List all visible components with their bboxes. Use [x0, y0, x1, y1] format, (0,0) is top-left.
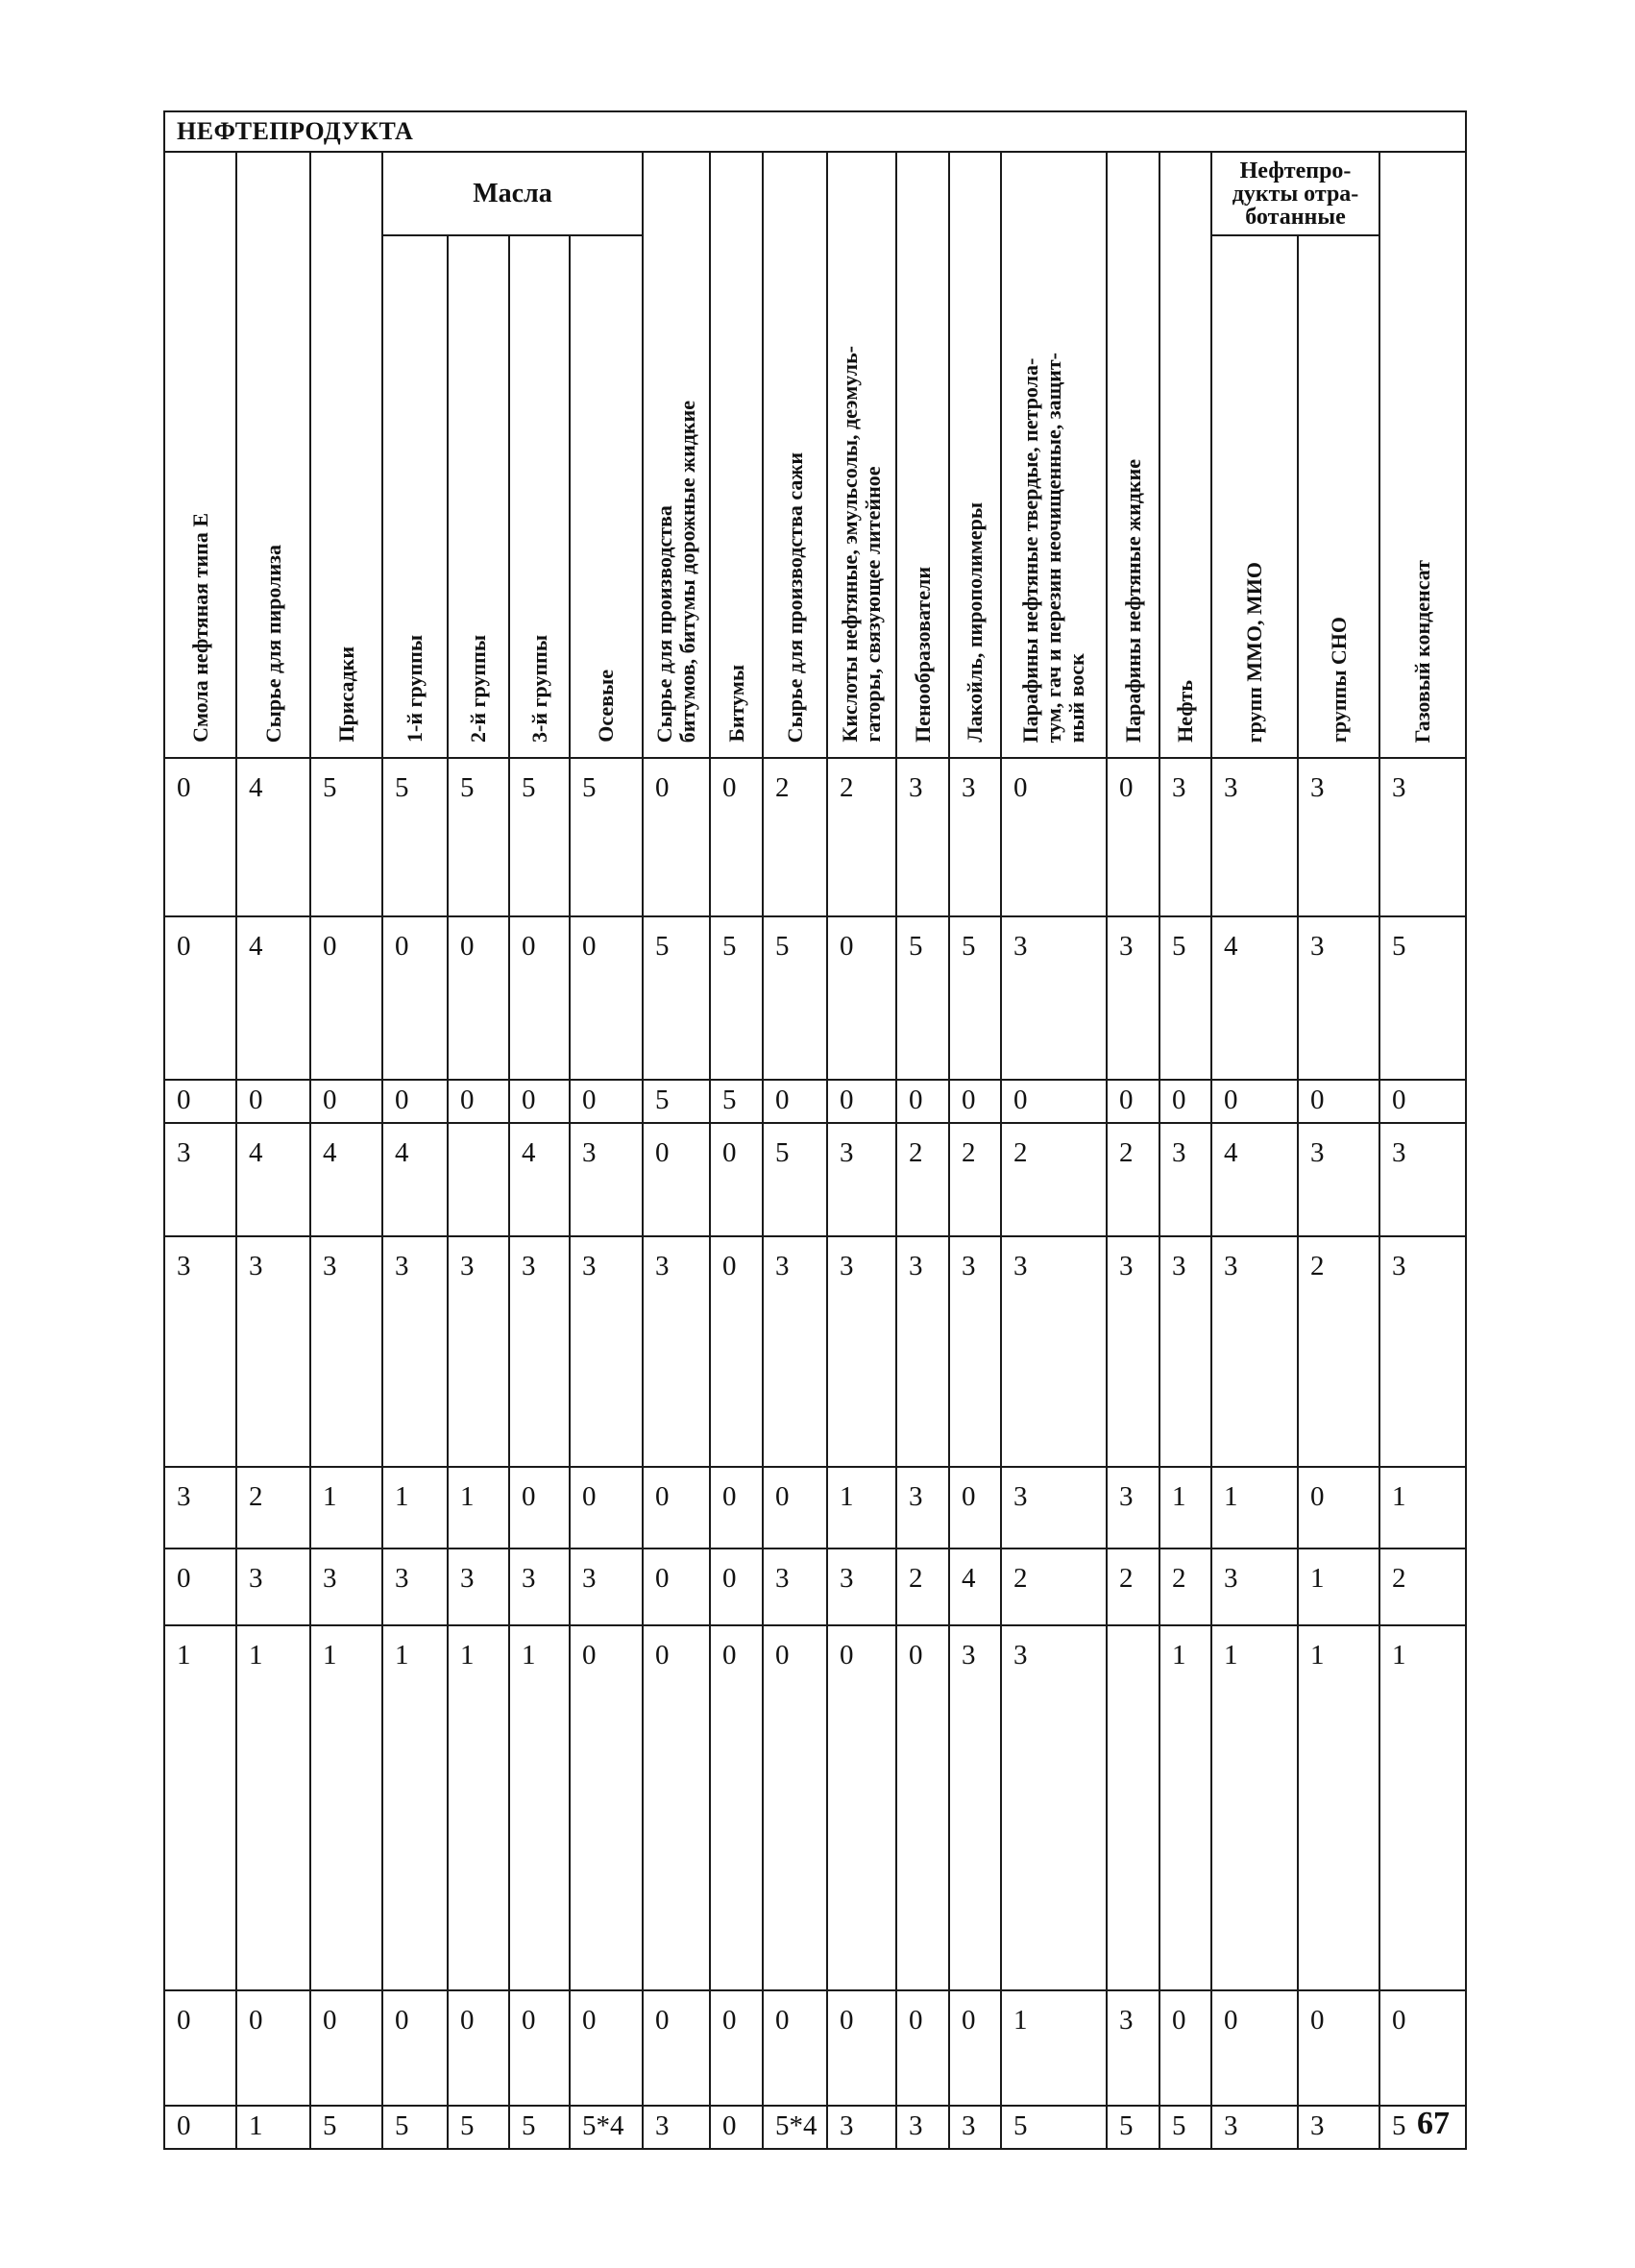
page-number: 67: [1417, 2106, 1450, 2141]
table-cell: 0: [509, 916, 570, 1080]
table-cell: 3: [382, 1236, 448, 1467]
table-cell: 3: [1211, 758, 1298, 916]
table-cell: 3: [1211, 1549, 1298, 1625]
table-cell: 0: [1001, 758, 1107, 916]
table-cell: 3: [1107, 1236, 1159, 1467]
column-header-label: Парафины нефтяные жидкие: [1120, 459, 1145, 743]
table-cell: 2: [236, 1467, 310, 1549]
table-cell: 3: [1107, 916, 1159, 1080]
table-cell: 0: [509, 1080, 570, 1123]
column-header-label: Нефть: [1173, 680, 1197, 743]
table-cell: 1: [1159, 1625, 1211, 1990]
column-header: [164, 152, 236, 758]
table-cell: 0: [448, 1080, 509, 1123]
table-cell: 3: [949, 1236, 1001, 1467]
table-cell: 0: [710, 1236, 763, 1467]
table-cell: 0: [827, 916, 896, 1080]
table-cell: 3: [310, 1236, 382, 1467]
table-title: НЕФТЕПРОДУКТА: [164, 111, 1466, 152]
table-cell: 1: [310, 1625, 382, 1990]
column-header: [643, 152, 710, 758]
table-cell: 3: [236, 1549, 310, 1625]
table-cell: 2: [1001, 1123, 1107, 1236]
table-cell: 0: [1001, 1080, 1107, 1123]
table-cell: 2: [827, 758, 896, 916]
table-cell: 0: [570, 1467, 643, 1549]
table-cell: 5: [710, 1080, 763, 1123]
table-cell: 3: [1001, 916, 1107, 1080]
table-cell: 0: [896, 1080, 949, 1123]
table-cell: 0: [382, 916, 448, 1080]
table-cell: 0: [1107, 758, 1159, 916]
table-cell: 3: [310, 1549, 382, 1625]
table-cell: 4: [382, 1123, 448, 1236]
table-cell: 0: [448, 916, 509, 1080]
table-cell: 0: [949, 1990, 1001, 2106]
table-cell: 3: [1298, 916, 1379, 1080]
table-cell: 3: [949, 1625, 1001, 1990]
table-cell: 0: [710, 1990, 763, 2106]
column-header-label: Кислоты нефтяные, эмульсолы, деэмуль- гаторы, связующее литейное: [838, 346, 885, 743]
table-cell: 3: [1298, 2106, 1379, 2149]
table-cell: 0: [1211, 1080, 1298, 1123]
table-cell: 3: [1211, 1236, 1298, 1467]
column-subheader: [1211, 235, 1298, 758]
table-cell: 1: [1379, 1467, 1466, 1549]
column-header-label: Битумы: [723, 665, 748, 743]
table-cell: 2: [1159, 1549, 1211, 1625]
table-cell: 0: [1379, 1080, 1466, 1123]
column-header: [1159, 152, 1211, 758]
column-header-label: Смола нефтяная типа Е: [187, 513, 212, 743]
table-cell: 0: [1107, 1080, 1159, 1123]
table-cell: 3: [1107, 1467, 1159, 1549]
table-cell: 2: [896, 1549, 949, 1625]
table-cell: 3: [1298, 1123, 1379, 1236]
table-cell: 5: [763, 1123, 827, 1236]
table-cell: 3: [509, 1236, 570, 1467]
table-cell: 5: [1159, 916, 1211, 1080]
table-cell: 0: [643, 1990, 710, 2106]
column-header: [1001, 152, 1107, 758]
table-cell: 5: [382, 2106, 448, 2149]
table-cell: 0: [827, 1990, 896, 2106]
table-cell: 5: [1107, 2106, 1159, 2149]
table-cell: 0: [310, 1080, 382, 1123]
table-cell: 3: [1211, 2106, 1298, 2149]
column-subheader-label: 2-й группы: [466, 635, 490, 743]
table-cell: 0: [763, 1625, 827, 1990]
table-cell: 0: [896, 1625, 949, 1990]
table-cell: 4: [236, 758, 310, 916]
table-row: [164, 916, 1466, 1080]
table-cell: 3: [1001, 1625, 1107, 1990]
table-cell: 5: [310, 758, 382, 916]
column-header-label: Сырье для пиролиза: [260, 544, 285, 743]
compatibility-table: [163, 110, 1467, 2150]
table-cell: 0: [236, 1080, 310, 1123]
table-cell: 0: [827, 1625, 896, 1990]
table-cell: 3: [570, 1123, 643, 1236]
table-cell: 4: [949, 1549, 1001, 1625]
column-subheader: [570, 235, 643, 758]
table-cell: 1: [827, 1467, 896, 1549]
table-cell: 0: [710, 1467, 763, 1549]
table-cell: 0: [643, 758, 710, 916]
table-cell: 1: [382, 1467, 448, 1549]
table-cell: 0: [310, 1990, 382, 2106]
table-cell: 3: [949, 758, 1001, 916]
group-header-oils: Масла: [382, 152, 643, 235]
column-header-label: Газовый конденсат: [1410, 559, 1435, 743]
table-cell: 3: [896, 1467, 949, 1549]
table-cell: [1107, 1625, 1159, 1990]
table-cell: 1: [1298, 1625, 1379, 1990]
table-cell: 3: [763, 1236, 827, 1467]
column-header: [827, 152, 896, 758]
table-cell: 3: [164, 1467, 236, 1549]
column-header-label: Сырье для производства сажи: [782, 451, 807, 743]
table-cell: 3: [827, 1236, 896, 1467]
column-header-label: Пенообразователи: [910, 567, 935, 743]
table-cell: 3: [570, 1236, 643, 1467]
table-cell: 5*4: [570, 2106, 643, 2149]
table-cell: 3: [236, 1236, 310, 1467]
column-subheader-label: 3-й группы: [526, 635, 551, 743]
table-cell: 0: [949, 1467, 1001, 1549]
table-cell: 3: [1001, 1467, 1107, 1549]
table-cell: 3: [1379, 1123, 1466, 1236]
table-cell: 5: [570, 758, 643, 916]
column-header-label: Сырье для производства битумов, битумы дорожные жидкие: [652, 400, 699, 743]
table-cell: 5: [949, 916, 1001, 1080]
table-row: [164, 1990, 1466, 2106]
table-cell: 0: [710, 1549, 763, 1625]
table-cell: 0: [896, 1990, 949, 2106]
table-cell: [448, 1123, 509, 1236]
table-cell: 3: [1159, 758, 1211, 916]
table-cell: 5: [310, 2106, 382, 2149]
table-row: [164, 2106, 1466, 2149]
table-cell: 5: [1379, 2106, 1466, 2149]
table-cell: 0: [1298, 1080, 1379, 1123]
table-cell: 3: [896, 1236, 949, 1467]
table-cell: 0: [643, 1123, 710, 1236]
table-cell: 5: [896, 916, 949, 1080]
column-header: [310, 152, 382, 758]
column-subheader: [382, 235, 448, 758]
table-cell: 3: [1001, 1236, 1107, 1467]
group-header-waste-products: Нефтепро- дукты отра- ботанные: [1211, 152, 1379, 235]
table-cell: 2: [896, 1123, 949, 1236]
table-cell: 1: [236, 2106, 310, 2149]
table-cell: 0: [310, 916, 382, 1080]
table-cell: 0: [827, 1080, 896, 1123]
table-cell: 0: [710, 758, 763, 916]
table-cell: 3: [827, 1549, 896, 1625]
table-cell: 0: [570, 1625, 643, 1990]
table-cell: 1: [382, 1625, 448, 1990]
table-cell: 0: [643, 1549, 710, 1625]
table-cell: 3: [896, 758, 949, 916]
table-cell: 3: [643, 2106, 710, 2149]
table-cell: 3: [827, 2106, 896, 2149]
table-cell: 1: [1211, 1467, 1298, 1549]
table-cell: 0: [570, 1990, 643, 2106]
table-cell: 3: [896, 2106, 949, 2149]
table-cell: 0: [509, 1467, 570, 1549]
table-cell: 3: [382, 1549, 448, 1625]
table-cell: 0: [570, 1080, 643, 1123]
table-cell: 3: [763, 1549, 827, 1625]
column-subheader: [1298, 235, 1379, 758]
table-cell: 0: [164, 758, 236, 916]
table-cell: 0: [448, 1990, 509, 2106]
table-cell: 4: [236, 916, 310, 1080]
table-cell: 0: [382, 1990, 448, 2106]
table-cell: 3: [1298, 758, 1379, 916]
table-cell: 0: [710, 2106, 763, 2149]
table-cell: 1: [1001, 1990, 1107, 2106]
table-cell: 0: [164, 1990, 236, 2106]
table-cell: 2: [1298, 1236, 1379, 1467]
table-cell: 5: [1379, 916, 1466, 1080]
column-header: [949, 152, 1001, 758]
column-header: [763, 152, 827, 758]
column-header: [896, 152, 949, 758]
column-header-label: Присадки: [333, 646, 358, 743]
table-cell: 3: [448, 1236, 509, 1467]
table-cell: 0: [570, 916, 643, 1080]
table-cell: 3: [509, 1549, 570, 1625]
column-subheader-label: 1-й группы: [403, 635, 427, 743]
table-cell: 3: [164, 1123, 236, 1236]
table-row: [164, 758, 1466, 916]
table-cell: 5: [448, 2106, 509, 2149]
table-cell: 3: [1159, 1236, 1211, 1467]
table-cell: 0: [164, 1080, 236, 1123]
table-cell: 0: [763, 1080, 827, 1123]
table-cell: 4: [1211, 1123, 1298, 1236]
table-row: [164, 1549, 1466, 1625]
table-row: [164, 1625, 1466, 1990]
table-cell: 0: [164, 916, 236, 1080]
table-cell: 4: [509, 1123, 570, 1236]
table-cell: 0: [382, 1080, 448, 1123]
table-cell: 3: [570, 1549, 643, 1625]
column-header: [236, 152, 310, 758]
table-cell: 5*4: [763, 2106, 827, 2149]
table-cell: 3: [164, 1236, 236, 1467]
table-cell: 3: [949, 2106, 1001, 2149]
table-cell: 4: [1211, 916, 1298, 1080]
table-cell: 1: [1211, 1625, 1298, 1990]
table-row: [164, 1236, 1466, 1467]
table-cell: 0: [509, 1990, 570, 2106]
table-row: [164, 1123, 1466, 1236]
table-cell: 3: [1159, 1123, 1211, 1236]
column-header: [710, 152, 763, 758]
column-header: [1379, 152, 1466, 758]
table-cell: 0: [164, 1549, 236, 1625]
table-cell: 3: [448, 1549, 509, 1625]
table-cell: 3: [827, 1123, 896, 1236]
table-cell: 0: [763, 1990, 827, 2106]
table-cell: 0: [164, 2106, 236, 2149]
table-cell: 0: [1211, 1990, 1298, 2106]
table-cell: 0: [643, 1625, 710, 1990]
table-cell: 5: [382, 758, 448, 916]
column-header-label: Парафины нефтяные твердые, петрола- тум, гач и перезин неочищенные, защит- ный воск: [1018, 352, 1088, 743]
table-cell: 3: [1107, 1990, 1159, 2106]
column-header: [1107, 152, 1159, 758]
table-cell: 1: [1379, 1625, 1466, 1990]
table-cell: 0: [763, 1467, 827, 1549]
column-subheader-label: группы СНО: [1326, 616, 1351, 743]
column-header-label: Лакойль, пирополимеры: [963, 502, 987, 743]
table-cell: 2: [1107, 1549, 1159, 1625]
table-cell: 0: [1159, 1080, 1211, 1123]
table-cell: 3: [643, 1236, 710, 1467]
table-cell: 4: [236, 1123, 310, 1236]
table-cell: 5: [710, 916, 763, 1080]
table-cell: 5: [643, 1080, 710, 1123]
table-cell: 0: [710, 1123, 763, 1236]
table-cell: 1: [1298, 1549, 1379, 1625]
table-cell: 0: [1159, 1990, 1211, 2106]
column-subheader-label: групп ММО, МИО: [1242, 561, 1266, 743]
table-cell: 1: [310, 1467, 382, 1549]
table-cell: 0: [710, 1625, 763, 1990]
table-cell: 5: [1159, 2106, 1211, 2149]
table-cell: 4: [310, 1123, 382, 1236]
table-cell: 3: [1379, 1236, 1466, 1467]
table-cell: 0: [1298, 1467, 1379, 1549]
table-cell: 2: [949, 1123, 1001, 1236]
table-cell: 5: [509, 758, 570, 916]
table-cell: 5: [509, 2106, 570, 2149]
column-subheader-label: Осевые: [594, 670, 618, 743]
table-cell: 0: [1298, 1990, 1379, 2106]
table-cell: 1: [448, 1467, 509, 1549]
table-cell: 1: [1159, 1467, 1211, 1549]
table-cell: 0: [236, 1990, 310, 2106]
table-cell: 1: [164, 1625, 236, 1990]
table-cell: 2: [1001, 1549, 1107, 1625]
table-cell: 0: [643, 1467, 710, 1549]
table-row: [164, 1080, 1466, 1123]
column-subheader: [448, 235, 509, 758]
column-subheader: [509, 235, 570, 758]
table-row: [164, 1467, 1466, 1549]
table-cell: 1: [236, 1625, 310, 1990]
table-cell: 2: [1379, 1549, 1466, 1625]
table-cell: 5: [1001, 2106, 1107, 2149]
table-cell: 3: [1379, 758, 1466, 916]
table-cell: 0: [949, 1080, 1001, 1123]
table-cell: 1: [448, 1625, 509, 1990]
table-cell: 5: [448, 758, 509, 916]
table-cell: 2: [763, 758, 827, 916]
table-cell: 5: [763, 916, 827, 1080]
table-cell: 1: [509, 1625, 570, 1990]
table-cell: 5: [643, 916, 710, 1080]
table-cell: 0: [1379, 1990, 1466, 2106]
table-cell: 2: [1107, 1123, 1159, 1236]
